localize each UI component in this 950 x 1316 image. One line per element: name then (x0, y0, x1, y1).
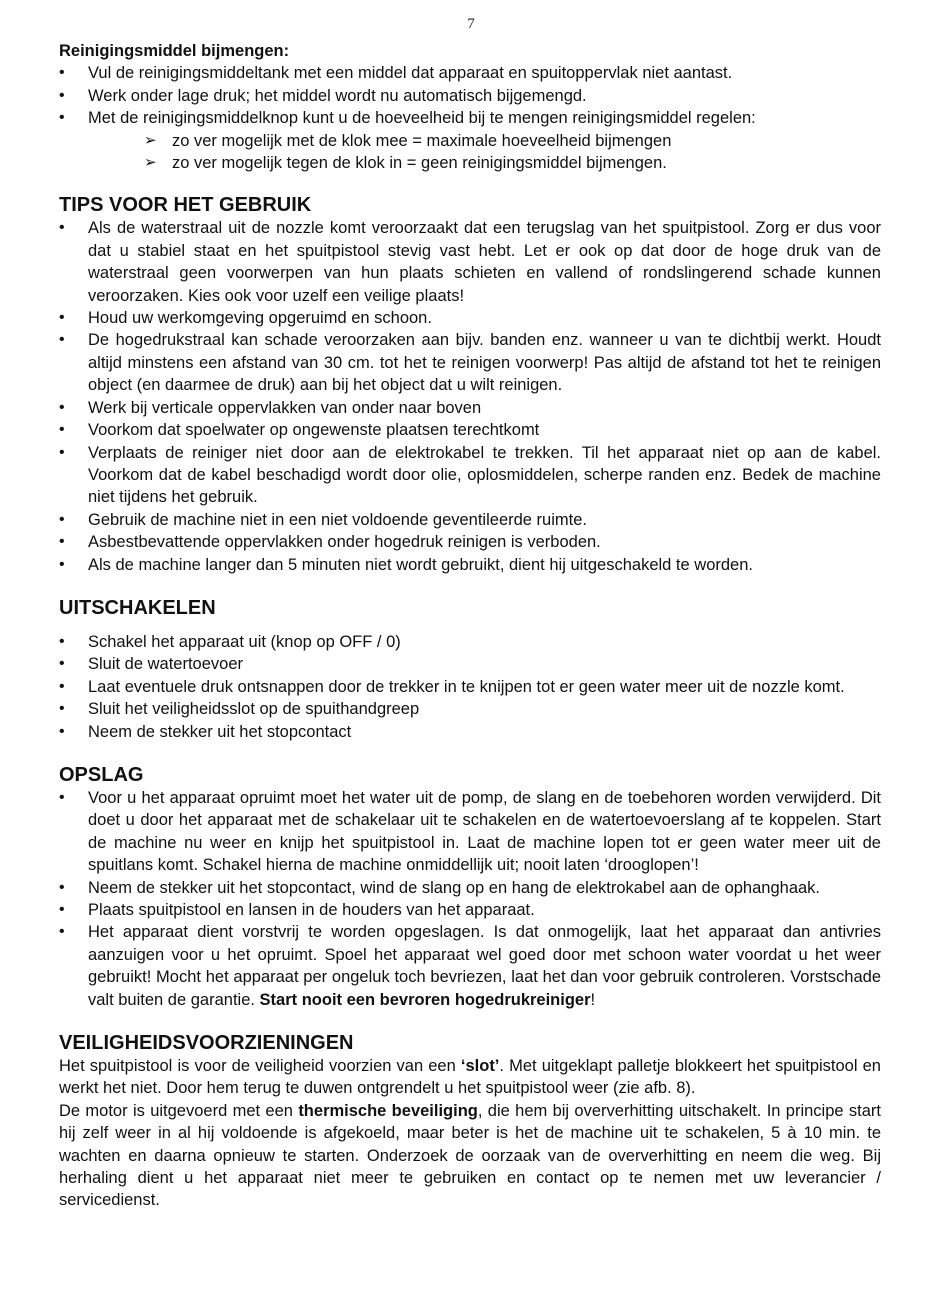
detergent-sublist (59, 130, 881, 175)
safety-paragraph-thermal (59, 1100, 881, 1212)
list-item: • Houd uw werkomgeving opgeruimd en schoon. (59, 307, 881, 329)
arrow-list-item: ➢ zo ver mogelijk tegen de klok in = geen reinigingsmiddel bijmengen. (59, 152, 881, 174)
list-item: • Vul de reinigingsmiddeltank met een middel dat apparaat en spuitoppervlak niet aantast. (59, 62, 881, 84)
arrow-list-item: ➢ zo ver mogelijk met de klok mee = maximale hoeveelheid bijmengen (59, 130, 881, 152)
lock-term: ‘slot’ (460, 1057, 500, 1076)
switch-off-heading: UITSCHAKELEN (59, 596, 216, 619)
list-item: • Schakel het apparaat uit (knop op OFF / 0) (59, 631, 881, 653)
list-item: • Voor u het apparaat opruimt moet het water uit de pomp, de slang en de toebehoren worden verwijderd. Dit doet u door het apparaat met de schakelaar uit te schakelen en de watertoevoerslang af te koppelen. Start de machine nu weer en knijp het spuitpistool in. Laat de machine lopen tot er geen water meer uit de spuitlans komt. Schakel hierna de machine onmiddellijk uit; nooit laten ‘drooglopen’! (59, 787, 881, 877)
text-run: Het spuitpistool is voor de veiligheid voorzien van een (59, 1057, 461, 1076)
detergent-list (59, 62, 881, 129)
storage-heading: OPSLAG (59, 763, 144, 786)
tips-list (59, 217, 881, 576)
list-item (59, 921, 881, 1011)
list-item: • Werk bij verticale oppervlakken van onder naar boven (59, 397, 881, 419)
page-number: 7 (467, 16, 475, 32)
list-item: • Sluit de watertoevoer (59, 653, 881, 675)
list-item: • Neem de stekker uit het stopcontact (59, 721, 881, 743)
list-item: • De hogedrukstraal kan schade veroorzaken aan bijv. banden enz. wanneer u van te dichtbij werkt. Houdt altijd minstens een afstand van 30 cm. tot het te reinigen voorwerp! Pas altijd de afstand tot het te reinigen object (en daarmee de druk) aan bij het object dat u wilt reinigen. (59, 329, 881, 396)
thermal-term: thermische beveiliging (298, 1101, 478, 1120)
list-item: • Laat eventuele druk ontsnappen door de trekker in te knijpen tot er geen water meer uit de nozzle komt. (59, 676, 881, 698)
list-item: • Asbestbevattende oppervlakken onder hogedruk reinigen is verboden. (59, 531, 881, 553)
list-item: • Voorkom dat spoelwater op ongewenste plaatsen terechtkomt (59, 419, 881, 441)
frost-warning: Start nooit een bevroren hogedrukreiniger (259, 990, 591, 1009)
safety-paragraph-lock (59, 1055, 881, 1100)
list-item: • Neem de stekker uit het stopcontact, wind de slang op en hang de elektrokabel aan de ophanghaak. (59, 877, 881, 899)
page-content (59, 40, 881, 1212)
tips-heading: TIPS VOOR HET GEBRUIK (59, 194, 312, 217)
switch-off-list (59, 631, 881, 743)
text-run: , die hem bij oververhitting uitschakelt. In principe start hij zelf weer in al hij voldoende is afgekoeld, maar beter is het de machine uit te schakelen, 5 à 10 min. te wachten en daarna opnieuw te starten. Onderzoek de oorzaak van de oververhitting en neem die weg. Bij herhaling dient u het apparaat niet meer te gebruiken en contact op te nemen met uw leverancier / servicedienst. (59, 1101, 882, 1210)
text-run: . Met uitgeklapt palletje blokkeert het spuitpistool en werkt het niet. Door hem terug te duwen ontgrendelt u het spuitpistool weer (zie afb. 8). (59, 1057, 881, 1098)
list-item: • Gebruik de machine niet in een niet voldoende geventileerde ruimte. (59, 509, 881, 531)
safety-heading: VEILIGHEIDSVOORZIENINGEN (59, 1032, 354, 1055)
list-item-text: Het apparaat dient vorstvrij te worden opgeslagen. Is dat onmogelijk, laat het apparaat dan antivries aanzuigen voor u het opruimt. Spoel het apparaat wel goed door met schoon water voordat u het weer gebruikt! Mocht het apparaat per ongeluk toch bevriezen, laat het dan voor gebruik controleren. Vorstschade valt buiten de garantie. (88, 923, 881, 1009)
list-item: • Met de reinigingsmiddelknop kunt u de hoeveelheid bij te mengen reinigingsmiddel regelen: (59, 107, 881, 129)
list-item: • Als de waterstraal uit de nozzle komt veroorzaakt dat een terugslag van het spuitpistool. Zorg er dus voor dat u stabiel staat en het spuitpistool stevig vast hebt. Let er ook op dat door de hoge druk van de waterstraal geen voorwerpen van hun plaats schieten en vallend of rondslingerend schade kunnen veroorzaken. Kies ook voor uzelf een veilige plaats! (59, 217, 881, 307)
list-item: • Werk onder lage druk; het middel wordt nu automatisch bijgemengd. (59, 85, 881, 107)
list-item: • Sluit het veiligheidsslot op de spuithandgreep (59, 698, 881, 720)
list-item-end: ! (590, 990, 596, 1009)
list-item: • Verplaats de reiniger niet door aan de elektrokabel te trekken. Til het apparaat niet op aan de kabel. Voorkom dat de kabel beschadigd wordt door olie, oplosmiddelen, scherpe randen enz. Bedek de machine niet tijdens het gebruik. (59, 442, 881, 509)
list-item: • Als de machine langer dan 5 minuten niet wordt gebruikt, dient hij uitgeschakeld te worden. (59, 554, 881, 576)
list-item: • Plaats spuitpistool en lansen in de houders van het apparaat. (59, 899, 881, 921)
section-detergent-heading: Reinigingsmiddel bijmengen: (59, 42, 290, 60)
text-run: De motor is uitgevoerd met een (59, 1101, 299, 1120)
storage-list (59, 787, 881, 1011)
